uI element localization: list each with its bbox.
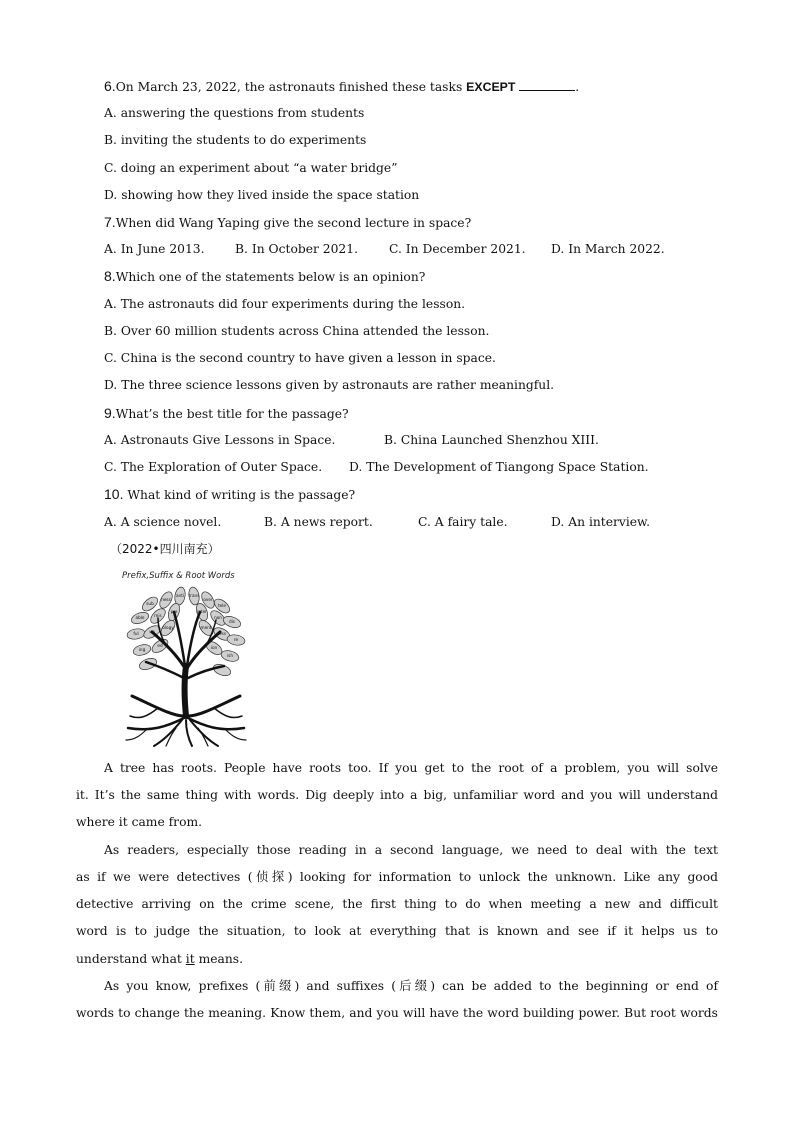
passage-line: word is to judge the situation, to look at everything that is known and see if it helps us to <box>76 924 718 938</box>
question-8-option-b: B. Over 60 million students across China attended the lesson. <box>104 324 490 338</box>
question-7-stem: 7.When did Wang Yaping give the second lecture in space? <box>104 214 472 230</box>
passage-line: words to change the meaning. Know them, and you will have the word building power. But root words <box>76 1006 718 1020</box>
question-9-option-b: B. China Launched Shenzhou XIII. <box>384 433 599 447</box>
question-9-option-d: D. The Development of Tiangong Space Station. <box>349 460 649 474</box>
svg-text:able: able <box>135 615 145 620</box>
question-6-option-b: B. inviting the students to do experiments <box>104 133 367 147</box>
underlined-word: it <box>185 952 195 966</box>
answer-blank <box>519 79 575 91</box>
svg-text:less: less <box>217 631 227 636</box>
image-title: Prefix,Suffix & Root Words <box>122 571 235 581</box>
question-6-option-c: C. doing an experiment about “a water bridge” <box>104 161 398 175</box>
passage-line: detective arriving on the crime scene, the first thing to do when meeting a new and difficult <box>76 897 718 911</box>
question-10-option-a: A. A science novel. <box>104 515 222 529</box>
svg-text:ing: ing <box>138 647 146 652</box>
svg-text:over: over <box>203 597 213 602</box>
question-9-option-c: C. The Exploration of Outer Space. <box>104 460 323 474</box>
question-7-option-a: A. In June 2013. <box>104 242 205 256</box>
question-6-stem: 6.On March 23, 2022, the astronauts finished these tasks EXCEPT . <box>104 78 580 94</box>
passage-line: As you know, prefixes (前缀) and suffixes (后缀) can be added to the beginning or end of <box>104 979 718 993</box>
passage-line: As readers, especially those reading in a second language, we need to deal with the text <box>104 843 718 857</box>
svg-text:sub: sub <box>146 601 154 606</box>
question-7-option-b: B. In October 2021. <box>235 242 358 256</box>
question-10-option-c: C. A fairy tale. <box>418 515 508 529</box>
svg-text:ology: ology <box>162 625 174 630</box>
question-8-option-d: D. The three science lessons given by astronauts are rather meaningful. <box>104 378 555 392</box>
passage-line: where it came from. <box>76 815 203 829</box>
question-10-option-d: D. An interview. <box>551 515 651 529</box>
svg-text:ish: ish <box>227 653 233 658</box>
svg-text:ion: ion <box>210 645 218 650</box>
svg-text:inter: inter <box>197 609 207 614</box>
svg-text:ness: ness <box>161 597 171 602</box>
question-10-stem: 10. What kind of writing is the passage? <box>104 486 356 502</box>
svg-text:pre: pre <box>170 609 178 614</box>
question-7-option-c: C. In December 2021. <box>389 242 526 256</box>
question-9-stem: 9.What’s the best title for the passage? <box>104 405 349 421</box>
svg-text:trans: trans <box>188 593 200 598</box>
question-10-option-b: B. A news report. <box>264 515 373 529</box>
passage-line: A tree has roots. People have roots too. If you get to the root of a problem, you will solve <box>104 761 718 775</box>
passage-line: it. It’s the same thing with words. Dig deeply into a big, unfamiliar word and you will understand <box>76 788 718 802</box>
question-8-option-a: A. The astronauts did four experiments during the lesson. <box>104 297 466 311</box>
passage-line: understand what it means. <box>76 952 243 966</box>
svg-text:re: re <box>233 637 239 642</box>
svg-text:dis: dis <box>228 619 236 624</box>
passage-line: as if we were detectives (侦探) looking for information to unlock the unknown. Like any good <box>76 870 718 884</box>
question-6-option-a: A. answering the questions from students <box>104 106 365 120</box>
svg-text:un: un <box>149 629 155 634</box>
question-7-option-d: D. In March 2022. <box>551 242 665 256</box>
svg-text:ment: ment <box>200 625 212 630</box>
svg-text:non: non <box>214 615 222 620</box>
svg-text:ful: ful <box>133 631 139 636</box>
source-label: （2022•四川南充） <box>110 542 220 556</box>
question-6-option-d: D. showing how they lived inside the space station <box>104 188 420 202</box>
svg-text:tele: tele <box>218 603 226 608</box>
svg-text:anti: anti <box>175 593 185 598</box>
question-8-option-c: C. China is the second country to have given a lesson in space. <box>104 351 496 365</box>
question-8-stem: 8.Which one of the statements below is an opinion? <box>104 268 426 284</box>
svg-text:mis: mis <box>154 613 162 618</box>
svg-text:ed: ed <box>157 643 163 648</box>
question-9-option-a: A. Astronauts Give Lessons in Space. <box>104 433 336 447</box>
word-tree-image <box>118 566 254 748</box>
